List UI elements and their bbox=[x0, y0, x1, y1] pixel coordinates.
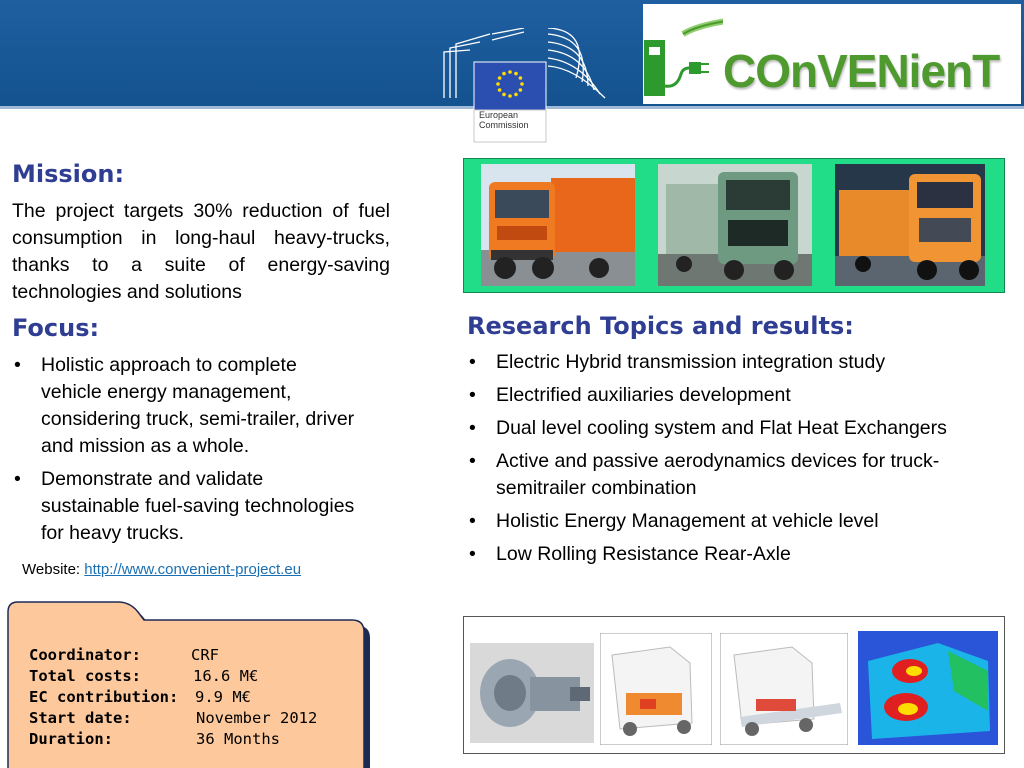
duration-label: Duration: bbox=[29, 730, 113, 748]
website-link[interactable]: http://www.convenient-project.eu bbox=[84, 561, 302, 578]
website-label: Website: bbox=[22, 561, 85, 578]
ec-logo-text: European Commission bbox=[479, 110, 529, 130]
mission-heading: Mission: bbox=[12, 160, 125, 188]
research-item: • Electrified auxiliaries development bbox=[467, 382, 997, 409]
project-logo bbox=[643, 4, 1021, 104]
daf-truck-photo bbox=[835, 164, 985, 286]
total-costs-label: Total costs: bbox=[29, 667, 141, 685]
orange-truck-photo bbox=[481, 164, 635, 286]
truck-cooling-render bbox=[720, 633, 848, 745]
trucks-photo-panel bbox=[463, 158, 1005, 293]
research-heading: Research Topics and results: bbox=[467, 312, 854, 340]
research-item: • Active and passive aerodynamics devices for truck-semitrailer combination bbox=[467, 448, 997, 502]
focus-list bbox=[12, 352, 357, 553]
ec-contribution-label: EC contribution: bbox=[29, 688, 179, 706]
website-line bbox=[22, 561, 301, 578]
research-list bbox=[467, 349, 997, 574]
start-date-value: November 2012 bbox=[196, 709, 318, 727]
eu-flag-icon bbox=[474, 62, 546, 110]
fuel-pump-plug-icon bbox=[643, 4, 723, 104]
aerodynamics-cfd-render bbox=[858, 631, 998, 745]
research-item: • Dual level cooling system and Flat Heat Exchangers bbox=[467, 415, 997, 442]
green-truck-photo bbox=[658, 164, 812, 286]
duration-value: 36 Months bbox=[196, 730, 280, 748]
ec-contribution-value: 9.9 M€ bbox=[195, 688, 251, 706]
total-costs-value: 16.6 M€ bbox=[193, 667, 259, 685]
focus-item: • Holistic approach to complete vehicle energy management, considering truck, semi-trailer, driver and mission as a whole. bbox=[12, 352, 357, 460]
research-item: • Holistic Energy Management at vehicle level bbox=[467, 508, 997, 535]
european-commission-logo bbox=[440, 28, 610, 144]
research-item: • Electric Hybrid transmission integration study bbox=[467, 349, 997, 376]
research-item: • Low Rolling Resistance Rear-Axle bbox=[467, 541, 997, 568]
simulation-images-panel bbox=[463, 616, 1005, 754]
start-date-label: Start date: bbox=[29, 709, 132, 727]
coordinator-label: Coordinator: bbox=[29, 646, 141, 664]
truck-auxiliaries-render bbox=[600, 633, 712, 745]
transmission-photo bbox=[470, 643, 594, 743]
project-logo-text: COnVENienT bbox=[723, 45, 1000, 97]
focus-heading: Focus: bbox=[12, 314, 100, 342]
coordinator-value: CRF bbox=[191, 646, 219, 664]
focus-item: • Demonstrate and validate sustainable fuel-saving technologies for heavy trucks. bbox=[12, 466, 357, 547]
mission-text: The project targets 30% reduction of fuel consumption in long-haul heavy-trucks, thanks to a suite of energy-saving technologies and solutions bbox=[12, 200, 390, 303]
